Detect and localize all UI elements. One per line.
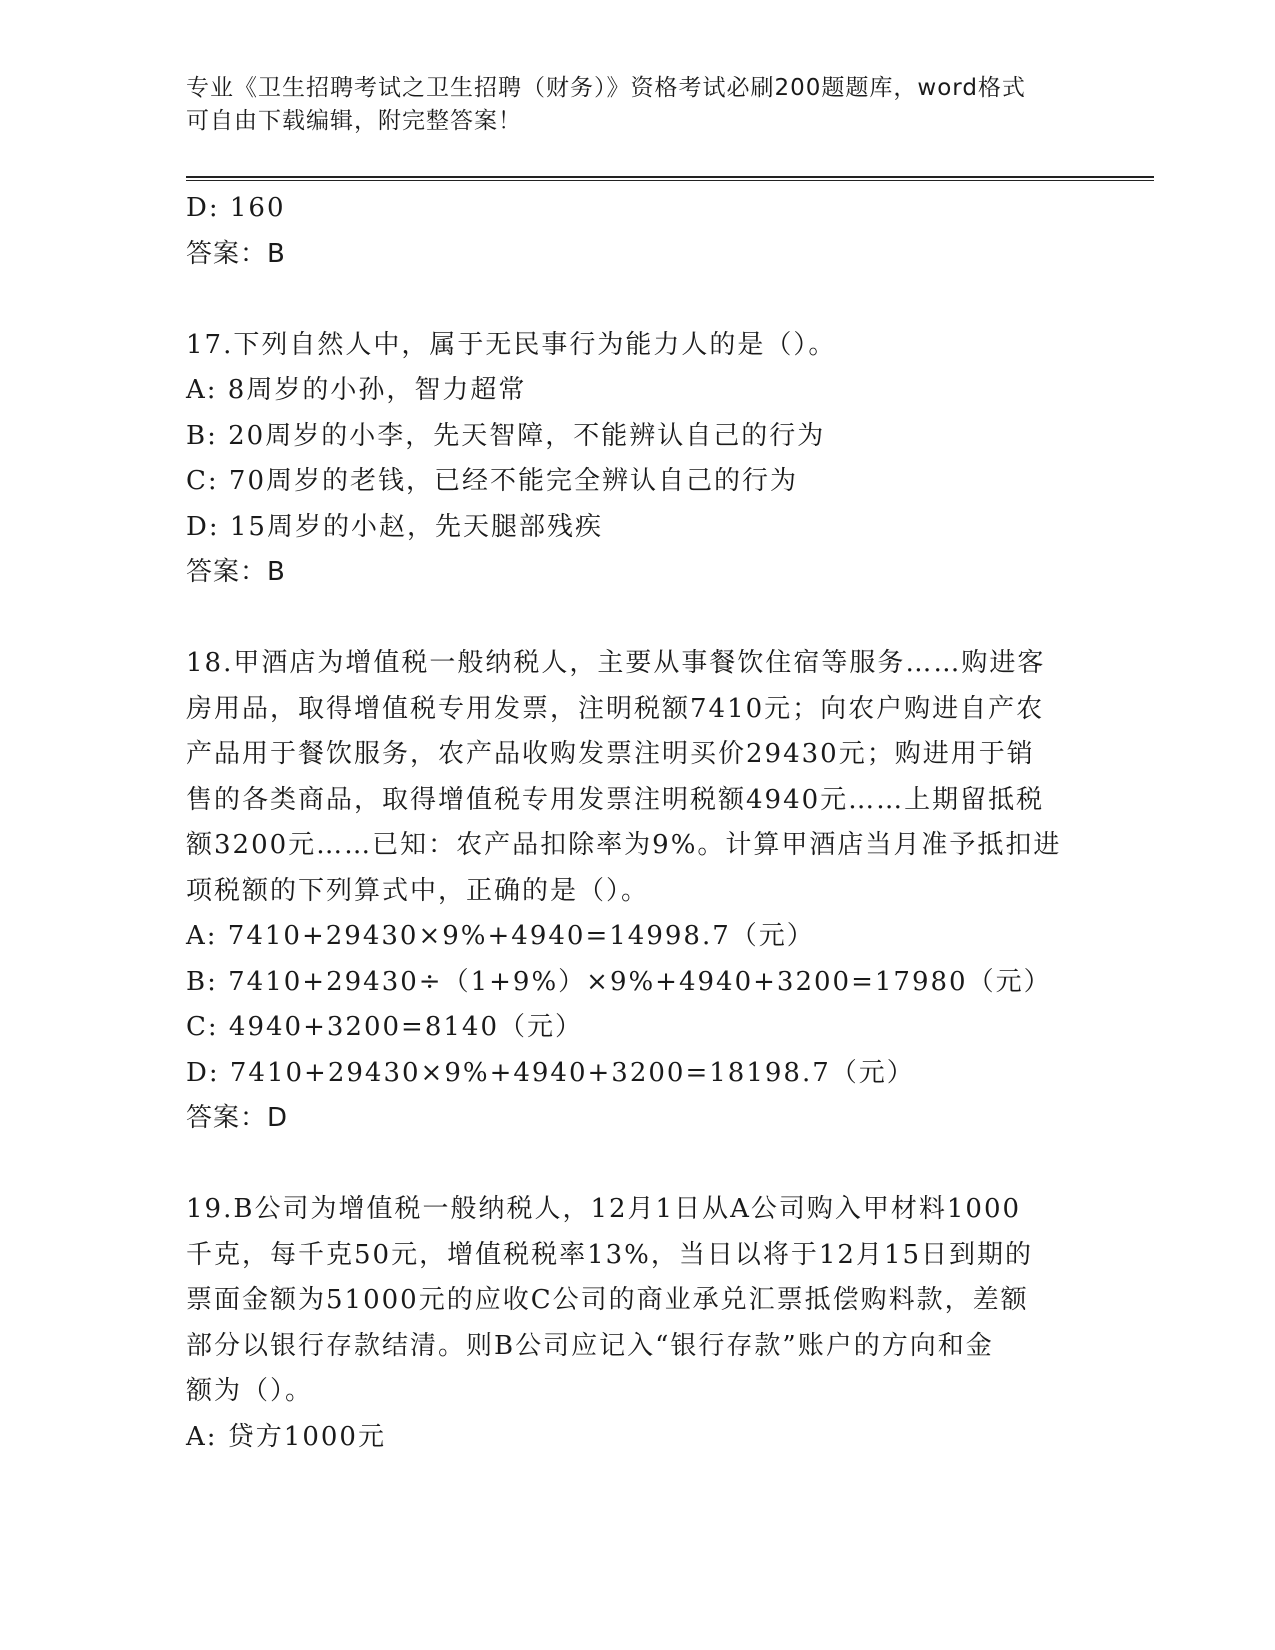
header-line-1: 专业《卫生招聘考试之卫生招聘（财务）》资格考试必刷200题题库，word格式: [186, 75, 1026, 101]
option-c: C: 70周岁的老钱，已经不能完全辨认自己的行为: [186, 466, 799, 496]
option-d: D: 15周岁的小赵，先天腿部残疾: [186, 511, 603, 542]
option-a: A: 8周岁的小孙，智力超常: [186, 375, 527, 405]
question-stem-line: 产品用于餐饮服务，农产品收购发票注明买价29430元；购进用于销: [186, 739, 1035, 769]
header-line-2: 可自由下载编辑，附完整答案！: [186, 108, 522, 134]
question-stem-line: 千克，每千克50元，增值税税率13%，当日以将于12月15日到期的: [186, 1239, 1034, 1270]
question-stem: 17.下列自然人中，属于无民事行为能力人的是（）。: [186, 329, 837, 360]
answer: 答案：D: [186, 1103, 289, 1133]
document-body: [186, 186, 1086, 1460]
option-d: D: 7410+29430×9%+4940+3200=18198.7（元）: [186, 1057, 915, 1088]
question-stem-line: 项税额的下列算式中，正确的是（）。: [186, 875, 650, 906]
question-18: [186, 641, 1086, 1142]
question-stem-line: 19.B公司为增值税一般纳税人，12月1日从A公司购入甲材料1000: [186, 1194, 1022, 1224]
header-divider: [186, 176, 1154, 181]
question-stem-line: 票面金额为51000元的应收C公司的商业承兑汇票抵偿购料款，差额: [186, 1285, 1029, 1315]
question-17: [186, 323, 1086, 596]
option-a: A: 7410+29430×9%+4940=14998.7（元）: [186, 921, 815, 951]
question-stem-line: 房用品，取得增值税专用发票，注明税额7410元；向农户购进自产农: [186, 693, 1045, 724]
answer: 答案：B: [186, 557, 286, 587]
option-b: B: 7410+29430÷（1+9%）×9%+4940+3200=17980（元）: [186, 966, 1052, 997]
spacer: [186, 277, 1086, 323]
option-b: B: 20周岁的小李，先天智障，不能辨认自己的行为: [186, 420, 826, 451]
question-stem-line: 售的各类商品，取得增值税专用发票注明税额4940元……上期留抵税: [186, 784, 1045, 815]
question-stem-line: 额3200元……已知：农产品扣除率为9%。计算甲酒店当月准予抵扣进: [186, 830, 1062, 860]
spacer: [186, 1142, 1086, 1188]
spacer: [186, 596, 1086, 642]
option-c: C: 4940+3200=8140（元）: [186, 1012, 583, 1042]
question-19: [186, 1187, 1086, 1460]
prev-answer: 答案：B: [186, 238, 286, 269]
prev-option-d: D: 160: [186, 193, 286, 223]
question-stem-line: 部分以银行存款结清。则B公司应记入“银行存款”账户的方向和金: [186, 1330, 994, 1361]
page-header: [186, 72, 1086, 138]
option-a: A: 贷方1000元: [186, 1421, 386, 1452]
question-stem-line: 18.甲酒店为增值税一般纳税人，主要从事餐饮住宿等服务……购进客: [186, 648, 1046, 678]
question-stem-line: 额为（）。: [186, 1376, 314, 1406]
